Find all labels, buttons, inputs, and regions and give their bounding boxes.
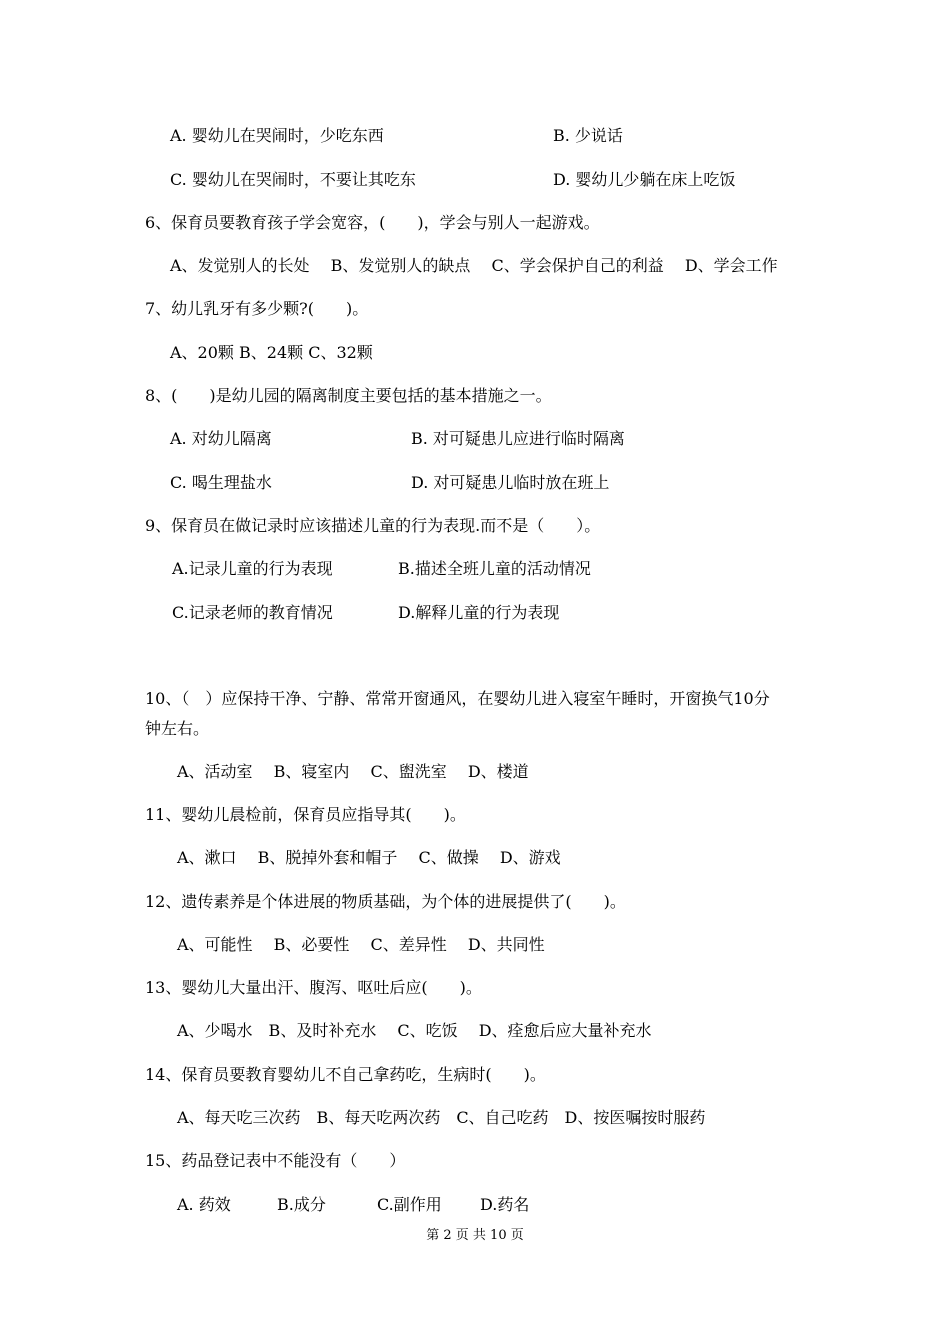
q10-stem-line2: 钟左右。 xyxy=(145,719,210,738)
q15-option-a: A. 药效 xyxy=(177,1195,231,1214)
q11-options: A、漱口 B、脱掉外套和帽子 C、做操 D、游戏 xyxy=(177,848,561,867)
q9-stem: 9、保育员在做记录时应该描述儿童的行为表现.而不是（ ）。 xyxy=(145,516,601,535)
q5-option-b: B. 少说话 xyxy=(553,126,623,145)
q9-option-a: A.记录儿童的行为表现 xyxy=(172,559,333,578)
q9-option-b: B.描述全班儿童的活动情况 xyxy=(398,559,591,578)
q12-stem: 12、遗传素养是个体进展的物质基础，为个体的进展提供了( )。 xyxy=(145,892,626,911)
q5-option-c: C. 婴幼儿在哭闹时，不要让其吃东 xyxy=(170,170,416,189)
q8-option-a: A. 对幼儿隔离 xyxy=(170,429,272,448)
q13-options: A、少喝水 B、及时补充水 C、吃饭 D、痊愈后应大量补充水 xyxy=(177,1021,652,1040)
q15-stem: 15、药品登记表中不能没有（ ） xyxy=(145,1151,406,1170)
page-footer: 第 2 页 共 10 页 xyxy=(426,1228,524,1243)
q12-options: A、可能性 B、必要性 C、差异性 D、共同性 xyxy=(177,935,545,954)
q7-stem: 7、幼儿乳牙有多少颗?( )。 xyxy=(145,299,369,318)
q5-option-d: D. 婴幼儿少躺在床上吃饭 xyxy=(553,170,736,189)
q13-stem: 13、婴幼儿大量出汗、腹泻、呕吐后应( )。 xyxy=(145,978,482,997)
q15-option-c: C.副作用 xyxy=(377,1195,442,1214)
q9-option-c: C.记录老师的教育情况 xyxy=(172,603,333,622)
q15-option-d: D.药名 xyxy=(480,1195,530,1214)
q8-option-c: C. 喝生理盐水 xyxy=(170,473,272,492)
q11-stem: 11、婴幼儿晨检前，保育员应指导其( )。 xyxy=(145,805,466,824)
q8-option-b: B. 对可疑患儿应进行临时隔离 xyxy=(411,429,625,448)
q8-stem: 8、( )是幼儿园的隔离制度主要包括的基本措施之一。 xyxy=(145,386,552,405)
q6-stem: 6、保育员要教育孩子学会宽容，( )，学会与别人一起游戏。 xyxy=(145,213,600,232)
q9-option-d: D.解释儿童的行为表现 xyxy=(398,603,560,622)
q5-option-a: A. 婴幼儿在哭闹时，少吃东西 xyxy=(170,126,384,145)
q10-options: A、活动室 B、寝室内 C、盥洗室 D、楼道 xyxy=(177,762,529,781)
q6-options: A、发觉别人的长处 B、发觉别人的缺点 C、学会保护自己的利益 D、学会工作 xyxy=(170,256,778,275)
q7-options: A、20颗 B、24颗 C、32颗 xyxy=(170,343,373,362)
q10-stem-line1: 10、（ ）应保持干净、宁静、常常开窗通风，在婴幼儿进入寝室午睡时，开窗换气10分 xyxy=(145,689,770,708)
q14-options: A、每天吃三次药 B、每天吃两次药 C、自己吃药 D、按医嘱按时服药 xyxy=(177,1108,706,1127)
q8-option-d: D. 对可疑患儿临时放在班上 xyxy=(411,473,610,492)
q14-stem: 14、保育员要教育婴幼儿不自己拿药吃，生病时( )。 xyxy=(145,1065,546,1084)
q15-option-b: B.成分 xyxy=(277,1195,326,1214)
